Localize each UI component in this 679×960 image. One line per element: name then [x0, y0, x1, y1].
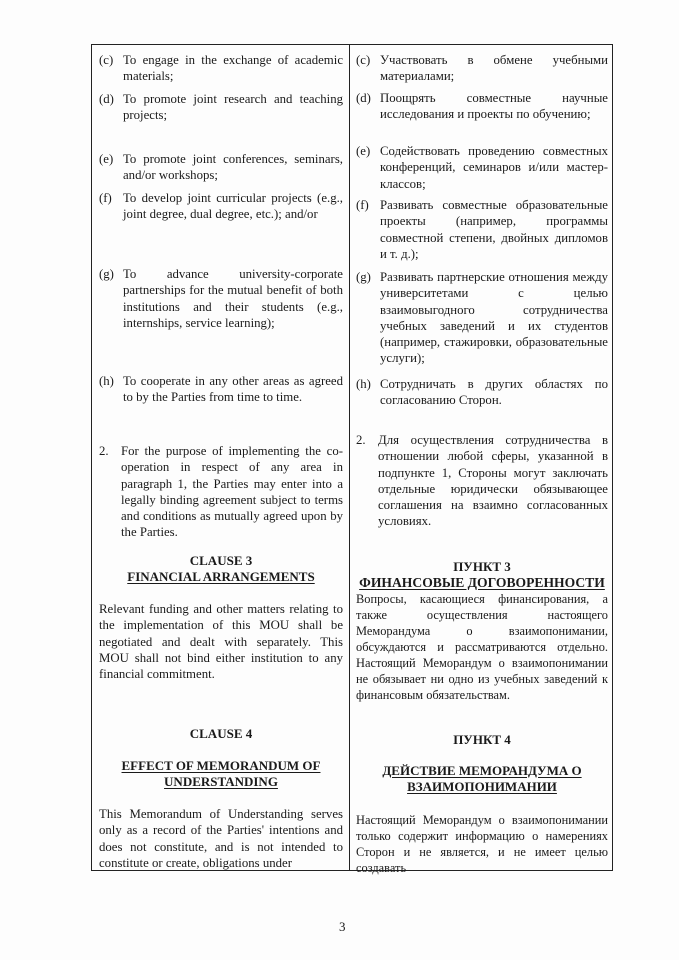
clause-subtitle-line: ДЕЙСТВИЕ МЕМОРАНДУМА О	[382, 763, 582, 778]
list-item	[99, 52, 343, 85]
item-label: (c)	[356, 53, 371, 67]
item-text: Участвовать в обмене учебными материалами;	[380, 53, 608, 84]
clause-4-title: ПУНКТ 4	[453, 732, 511, 747]
clause-4-subtitle	[99, 758, 343, 790]
list-item	[356, 90, 608, 123]
clause-3-heading	[99, 553, 343, 585]
item-label: (f)	[99, 191, 112, 205]
item-text: Содействовать проведению совместных конференций, семинаров и/или мастер-классов;	[380, 144, 608, 191]
list-item	[99, 266, 343, 331]
item-text: To advance university-corporate partnerships for the mutual benefit of both institutions and their students (e.g., internships, service learning);	[123, 267, 343, 330]
list-item	[356, 197, 608, 262]
clause-3-text: Вопросы, касающиеся финансирования, а также осуществления настоящего Меморандума о взаимопонимании, обсуждаются и рассматриваются отдельно. Настоящий Меморандум о взаимопонимании не обязывает ни одно из учебных заведений к финансовым обязательствам.	[356, 592, 608, 702]
list-item	[99, 373, 343, 406]
clause-4-subtitle	[356, 763, 608, 795]
clause-subtitle-line: UNDERSTANDING	[164, 774, 278, 789]
item-text: To promote joint research and teaching projects;	[123, 92, 343, 123]
clause-3-heading	[356, 559, 608, 591]
item-label: (d)	[356, 91, 371, 105]
clause-subtitle-line: EFFECT OF MEMORANDUM OF	[121, 758, 321, 773]
item-label: (d)	[99, 92, 114, 106]
paragraph-number: 2.	[356, 433, 366, 447]
clause-4-text: This Memorandum of Understanding serves only as a record of the Parties' intentions and does not constitute, and is not intended to constitute or create, obligations under	[99, 807, 343, 870]
paragraph-2	[99, 443, 343, 541]
column-divider	[349, 44, 350, 871]
list-item	[356, 269, 608, 367]
item-label: (f)	[356, 198, 369, 212]
list-item	[99, 91, 343, 124]
item-text: To develop joint curricular projects (e.g., joint degree, dual degree, etc.); and/or	[123, 191, 343, 222]
item-text: To cooperate in any other areas as agreed to by the Parties from time to time.	[123, 374, 343, 405]
item-text: Развивать совместные образовательные проекты (например, программы совместной степени, двойных дипломов и т. д.);	[380, 198, 608, 261]
clause-3-text: Relevant funding and other matters relating to the implementation of this MOU shall be negotiated and dealt with separately. This MOU shall not bind either institution to any financial commitment.	[99, 602, 343, 682]
item-label: (e)	[99, 152, 114, 166]
item-text: To engage in the exchange of academic materials;	[123, 53, 343, 84]
paragraph-2	[356, 432, 608, 530]
clause-title: CLAUSE 3	[189, 553, 253, 568]
clause-subtitle: ФИНАНСОВЫЕ ДОГОВОРЕННОСТИ	[359, 575, 605, 590]
clause-4-title: CLAUSE 4	[189, 726, 253, 741]
clause-subtitle-line: ВЗАИМОПОНИМАНИИ	[407, 779, 557, 794]
item-label: (g)	[99, 267, 114, 281]
item-text: Развивать партнерские отношения между университетами с целью взаимовыгодного сотрудничества учебных заведений и их студентов (например, стажировки, образовательные услуги);	[380, 270, 608, 366]
item-text: Сотрудничать в других областях по согласованию Сторон.	[380, 377, 608, 408]
paragraph-number: 2.	[99, 444, 109, 458]
item-text: Поощрять совместные научные исследования и проекты по обучению;	[380, 91, 608, 122]
paragraph-text: For the purpose of implementing the co-operation in respect of any area in paragraph 1, the Parties may enter into a legally binding agreement subject to terms and conditions as mutually agreed upon by the Parties.	[121, 444, 343, 540]
list-item	[99, 190, 343, 223]
clause-4-text: Настоящий Меморандум о взаимопонимании только содержит информацию о намерениях Сторон и не является, и не имеет целью создавать	[356, 813, 608, 875]
item-label: (h)	[356, 377, 371, 391]
list-item	[356, 143, 608, 192]
list-item	[99, 151, 343, 184]
clause-title: ПУНКТ 3	[453, 559, 511, 574]
page-number: 3	[339, 919, 346, 934]
item-label: (h)	[99, 374, 114, 388]
item-label: (e)	[356, 144, 371, 158]
item-label: (c)	[99, 53, 114, 67]
list-item	[356, 52, 608, 85]
list-item	[356, 376, 608, 409]
paragraph-text: Для осуществления сотрудничества в отношении любой сферы, указанной в подпункте 1, Стороны могут заключать отдельные юридически обязывающее соглашения на взаимно согласованных условиях.	[378, 433, 608, 529]
item-text: To promote joint conferences, seminars, and/or workshops;	[123, 152, 343, 183]
clause-subtitle: FINANCIAL ARRANGEMENTS	[127, 569, 315, 584]
item-label: (g)	[356, 270, 371, 284]
